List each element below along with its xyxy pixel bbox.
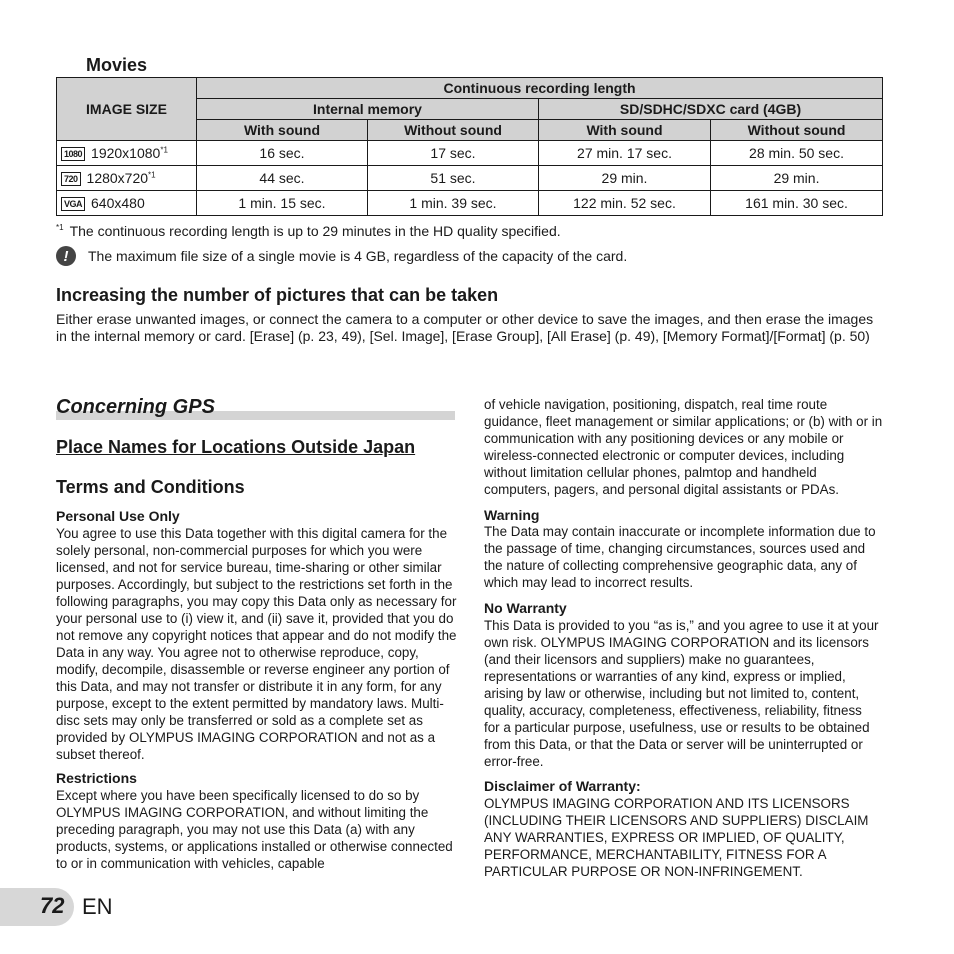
image-size-cell <box>57 166 197 191</box>
disclaimer-heading: Disclaimer of Warranty: <box>484 778 641 794</box>
header-card-with-sound: With sound <box>539 120 711 141</box>
table-row <box>57 166 883 191</box>
footnote-mark: *1 <box>160 145 168 155</box>
internal-with-sound-value: 1 min. 15 sec. <box>197 191 368 216</box>
increase-body: Either erase unwanted images, or connect the camera to a computer or other device to save the images, and then erase the images in the internal memory or card. [Erase] (p. 23, 49), [Sel. Image], [Erase Group], [All Erase] (p. 49), [Memory Format]/[Format] (p. 50) <box>56 311 874 344</box>
card-with-sound-value: 27 min. 17 sec. <box>539 141 711 166</box>
page-number: 72 <box>40 893 65 918</box>
card-without-sound-value: 28 min. 50 sec. <box>711 141 883 166</box>
footnote-mark: *1 <box>148 170 156 180</box>
card-without-sound-value: 161 min. 30 sec. <box>711 191 883 216</box>
caution-note-text: The maximum file size of a single movie is 4 GB, regardless of the capacity of the card. <box>88 248 628 264</box>
no-warranty-body: This Data is provided to you “as is,” and you agree to use it at your own risk. OLYMPUS IMAGING CORPORATION and its licensors (and their licensors and suppliers) make no guarantees, representations or warranties of any kind, express or implied, arising by law or otherwise, including but not limited to, content, quality, accuracy, completeness, effectiveness, reliability, fitness for a particular purpose, usefulness, use or results to be obtained from this Data, or that the Data or server will be uninterrupted or error-free. <box>484 618 879 769</box>
page-language: EN <box>82 894 113 919</box>
restrictions-body: Except where you have been specifically licensed to do so by OLYMPUS IMAGING CORPORATION, and without limiting the preceding paragraph, you may not use this Data (a) with any products, systems, or applications installed or otherwise connected to or in communication with vehicles, capable <box>56 788 453 871</box>
movie-720-icon: 720 <box>61 172 81 186</box>
header-continuous-recording: Continuous recording length <box>197 78 883 99</box>
image-size-value: 1920x1080 <box>91 144 161 161</box>
no-warranty-heading: No Warranty <box>484 600 567 616</box>
header-internal-with-sound: With sound <box>197 120 368 141</box>
table-row <box>57 191 883 216</box>
internal-without-sound-value: 51 sec. <box>368 166 539 191</box>
header-card: SD/SDHC/SDXC card (4GB) <box>539 99 883 120</box>
footnote-mark: *1 <box>56 223 64 233</box>
warning-heading: Warning <box>484 507 540 523</box>
image-size-cell <box>57 141 197 166</box>
footnote-text: The continuous recording length is up to 29 minutes in the HD quality specified. <box>69 223 561 239</box>
header-image-size: IMAGE SIZE <box>57 78 197 141</box>
increase-heading: Increasing the number of pictures that can be taken <box>56 285 499 305</box>
header-internal-memory: Internal memory <box>197 99 539 120</box>
table-footnote <box>56 223 561 239</box>
card-with-sound-value: 29 min. <box>539 166 711 191</box>
section-title: Concerning GPS <box>56 396 215 418</box>
movie-vga-icon: VGA <box>61 197 85 211</box>
header-internal-without-sound: Without sound <box>368 120 539 141</box>
card-with-sound-value: 122 min. 52 sec. <box>539 191 711 216</box>
personal-use-heading: Personal Use Only <box>56 508 180 524</box>
caution-icon: ! <box>56 246 76 266</box>
terms-heading: Terms and Conditions <box>56 477 245 497</box>
table-row <box>57 141 883 166</box>
warning-body: The Data may contain inaccurate or incomplete information due to the passage of time, changing circumstances, sources used and the nature of collecting comprehensive geographic data, any of which may lead to incorrect results. <box>484 524 876 590</box>
header-card-without-sound: Without sound <box>711 120 883 141</box>
place-names-heading: Place Names for Locations Outside Japan <box>56 437 416 457</box>
movies-heading: Movies <box>86 55 148 75</box>
restrictions-heading: Restrictions <box>56 770 137 786</box>
card-without-sound-value: 29 min. <box>711 166 883 191</box>
internal-with-sound-value: 16 sec. <box>197 141 368 166</box>
image-size-value: 1280x720 <box>86 169 149 186</box>
internal-without-sound-value: 1 min. 39 sec. <box>368 191 539 216</box>
caution-note <box>56 246 627 266</box>
disclaimer-body: OLYMPUS IMAGING CORPORATION AND ITS LICENSORS (INCLUDING THEIR LICENSORS AND SUPPLIERS) DISCLAIM ANY WARRANTIES, EXPRESS OR IMPLIED, OF QUALITY, PERFORMANCE, MERCHANTABILITY, FITNESS FOR A PARTICULAR PURPOSE OR NON-INFRINGEMENT. <box>484 796 869 879</box>
internal-without-sound-value: 17 sec. <box>368 141 539 166</box>
personal-use-body: You agree to use this Data together with this digital camera for the solely personal, non-commercial purposes for which you were licensed, and not for service bureau, time-sharing or other similar purposes. Accordingly, but subject to the restrictions set forth in the following paragraphs, you may copy this Data only as necessary for your personal use to (i) view it, and (ii) save it, provided that you do not remove any copyright notices that appear and do not modify the Data in any way. You agree not to otherwise reproduce, copy, modify, decompile, disassemble or reverse engineer any portion of this Data, and may not transfer or distribute it in any form, for any purpose, except to the extent permitted by mandatory laws. Multi-disc sets may only be transferred or sold as a complete set as provided by OLYMPUS IMAGING CORPORATION and not as a subset thereof. <box>56 526 457 762</box>
movie-recording-table <box>56 77 883 216</box>
internal-with-sound-value: 44 sec. <box>197 166 368 191</box>
image-size-value: 640x480 <box>91 194 145 211</box>
restrictions-body-continued: of vehicle navigation, positioning, dispatch, real time route guidance, fleet management or similar applications; or (b) with or in communication with any positioning devices or any mobile or wireless-connected electronic or computer devices, including without limitation cellular phones, palmtop and handheld computers, pagers, and personal digital assistants or PDAs. <box>484 397 883 497</box>
image-size-cell <box>57 191 197 216</box>
movie-1080-icon: 1080 <box>61 147 85 161</box>
